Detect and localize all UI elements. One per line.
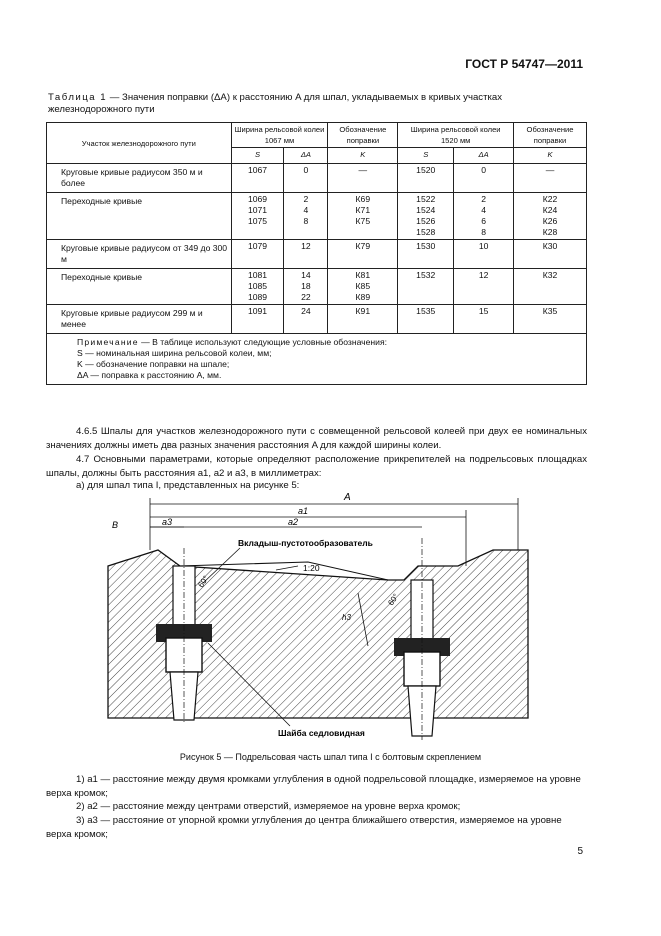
table-caption-text: — Значения поправки (ΔA) к расстоянию A для шпал, укладываемых в кривых участках железнодорожного пути <box>48 92 503 115</box>
label-a3: a3 <box>162 517 173 527</box>
note-line: S — номинальная ширина рельсовой колеи, мм; <box>77 348 272 358</box>
note-line: ΔA — поправка к расстоянию A, мм. <box>77 370 222 380</box>
page-number: 5 <box>577 846 583 857</box>
label-B: B <box>112 520 119 530</box>
paragraph-4-6-5: 4.6.5 Шпалы для участков железнодорожного пути с совмещенной рельсовой колеей при двух ее номинальных значениях должны иметь два разных значения расстояния A для каждой ширины колеи. <box>46 426 587 451</box>
table-cell-k1: К91 <box>328 305 398 334</box>
label-insert: Вкладыш-пустотообразователь <box>238 538 373 548</box>
table-cell-da2: 12 <box>454 269 514 305</box>
sub-s-2: S <box>398 148 454 164</box>
table-cell-k1: — <box>328 164 398 193</box>
header-width-1067: Ширина рельсовой колеи 1067 мм <box>231 123 328 148</box>
sub-s-1: S <box>231 148 284 164</box>
label-h3: h3 <box>342 613 351 622</box>
table-cell-section: Круговые кривые радиусом от 349 до 300 м <box>47 240 232 269</box>
figure-5-drawing <box>98 488 538 746</box>
header-section: Участок железнодорожного пути <box>47 123 232 164</box>
table-note <box>47 334 587 385</box>
table-cell-s1: 1079 <box>231 240 284 269</box>
list-item: 3) a3 — расстояние от упорной кромки углубления до центра ближайшего отверстия, измеряемое на уровне верха кромок; <box>46 815 562 840</box>
label-a2: a2 <box>288 517 299 527</box>
table-cell-k1: К81 К85 К89 <box>328 269 398 305</box>
sub-da-1: ΔA <box>284 148 328 164</box>
table-cell-k2: К32 <box>514 269 587 305</box>
note-line: — В таблице используют следующие условные обозначения: <box>138 337 387 347</box>
label-A: A <box>344 492 351 503</box>
table-cell-s2: 1522 1524 1526 1528 <box>398 193 454 240</box>
label-washer: Шайба седловидная <box>278 728 365 738</box>
table-cell-da2: 10 <box>454 240 514 269</box>
table-cell-da2: 2 4 6 8 <box>454 193 514 240</box>
table-cell-da1: 2 4 8 <box>284 193 328 240</box>
sub-k-2: K <box>514 148 587 164</box>
note-line: K — обозначение поправки на шпале; <box>77 359 230 369</box>
table-cell-s2: 1535 <box>398 305 454 334</box>
table-cell-s1: 1091 <box>231 305 284 334</box>
table-cell-da1: 0 <box>284 164 328 193</box>
table-cell-s1: 1069 1071 1075 <box>231 193 284 240</box>
table-cell-da1: 14 18 22 <box>284 269 328 305</box>
table-cell-s2: 1532 <box>398 269 454 305</box>
table-cell-da1: 24 <box>284 305 328 334</box>
table-cell-s1: 1067 <box>231 164 284 193</box>
table-cell-k1: К79 <box>328 240 398 269</box>
paragraph-4-7-a: а) для шпал типа I, представленных на рисунке 5: <box>76 480 300 491</box>
figure-caption: Рисунок 5 — Подрельсовая часть шпал типа I с болтовым скреплением <box>179 752 482 762</box>
table-cell-section: Круговые кривые радиусом 350 м и более <box>47 164 232 193</box>
label-angle-right: 60° <box>386 592 401 608</box>
table-row <box>47 305 587 334</box>
table-cell-k1: К69 К71 К75 <box>328 193 398 240</box>
label-a1: a1 <box>298 506 309 516</box>
note-prefix: Примечание <box>77 337 139 347</box>
header-width-1520: Ширина рельсовой колеи 1520 мм <box>398 123 514 148</box>
header-code-1067: Обозначение поправки <box>328 123 398 148</box>
document-id: ГОСТ Р 54747—2011 <box>465 57 583 71</box>
table-cell-s1: 1081 1085 1089 <box>231 269 284 305</box>
table-cell-section: Круговые кривые радиусом 299 м и менее <box>47 305 232 334</box>
header-code-1520: Обозначение поправки <box>514 123 587 148</box>
list-item: 1) a1 — расстояние между двумя кромками углубления в одной подрельсовой площадке, измеряемое на уровне верха кромок; <box>46 774 581 799</box>
label-angle-left: 60° <box>196 574 211 590</box>
table-cell-s2: 1530 <box>398 240 454 269</box>
table-cell-k2: К30 <box>514 240 587 269</box>
table-caption-prefix: Таблица 1 <box>48 92 108 103</box>
table-cell-k2: К35 <box>514 305 587 334</box>
table-cell-section: Переходные кривые <box>47 269 232 305</box>
table-cell-da1: 12 <box>284 240 328 269</box>
table-row <box>47 164 587 193</box>
table-cell-s2: 1520 <box>398 164 454 193</box>
table-caption <box>48 92 588 116</box>
table-cell-k2: К22 К24 К26 К28 <box>514 193 587 240</box>
sub-k-1: K <box>328 148 398 164</box>
table-row <box>47 193 587 240</box>
label-slope: 1:20 <box>303 563 320 573</box>
list-item: 2) a2 — расстояние между центрами отверстий, измеряемое на уровне верха кромок; <box>76 801 461 812</box>
sub-da-2: ΔA <box>454 148 514 164</box>
paragraph-4-7: 4.7 Основными параметрами, которые определяют расположение прикрепителей на подрельсовых площадках шпалы, должны быть расстояния a1, a2 и a3, в миллиметрах: <box>46 454 587 479</box>
table-cell-da2: 0 <box>454 164 514 193</box>
corrections-table <box>46 122 587 385</box>
table-row <box>47 240 587 269</box>
table-row <box>47 269 587 305</box>
table-cell-da2: 15 <box>454 305 514 334</box>
table-cell-k2: — <box>514 164 587 193</box>
table-cell-section: Переходные кривые <box>47 193 232 240</box>
